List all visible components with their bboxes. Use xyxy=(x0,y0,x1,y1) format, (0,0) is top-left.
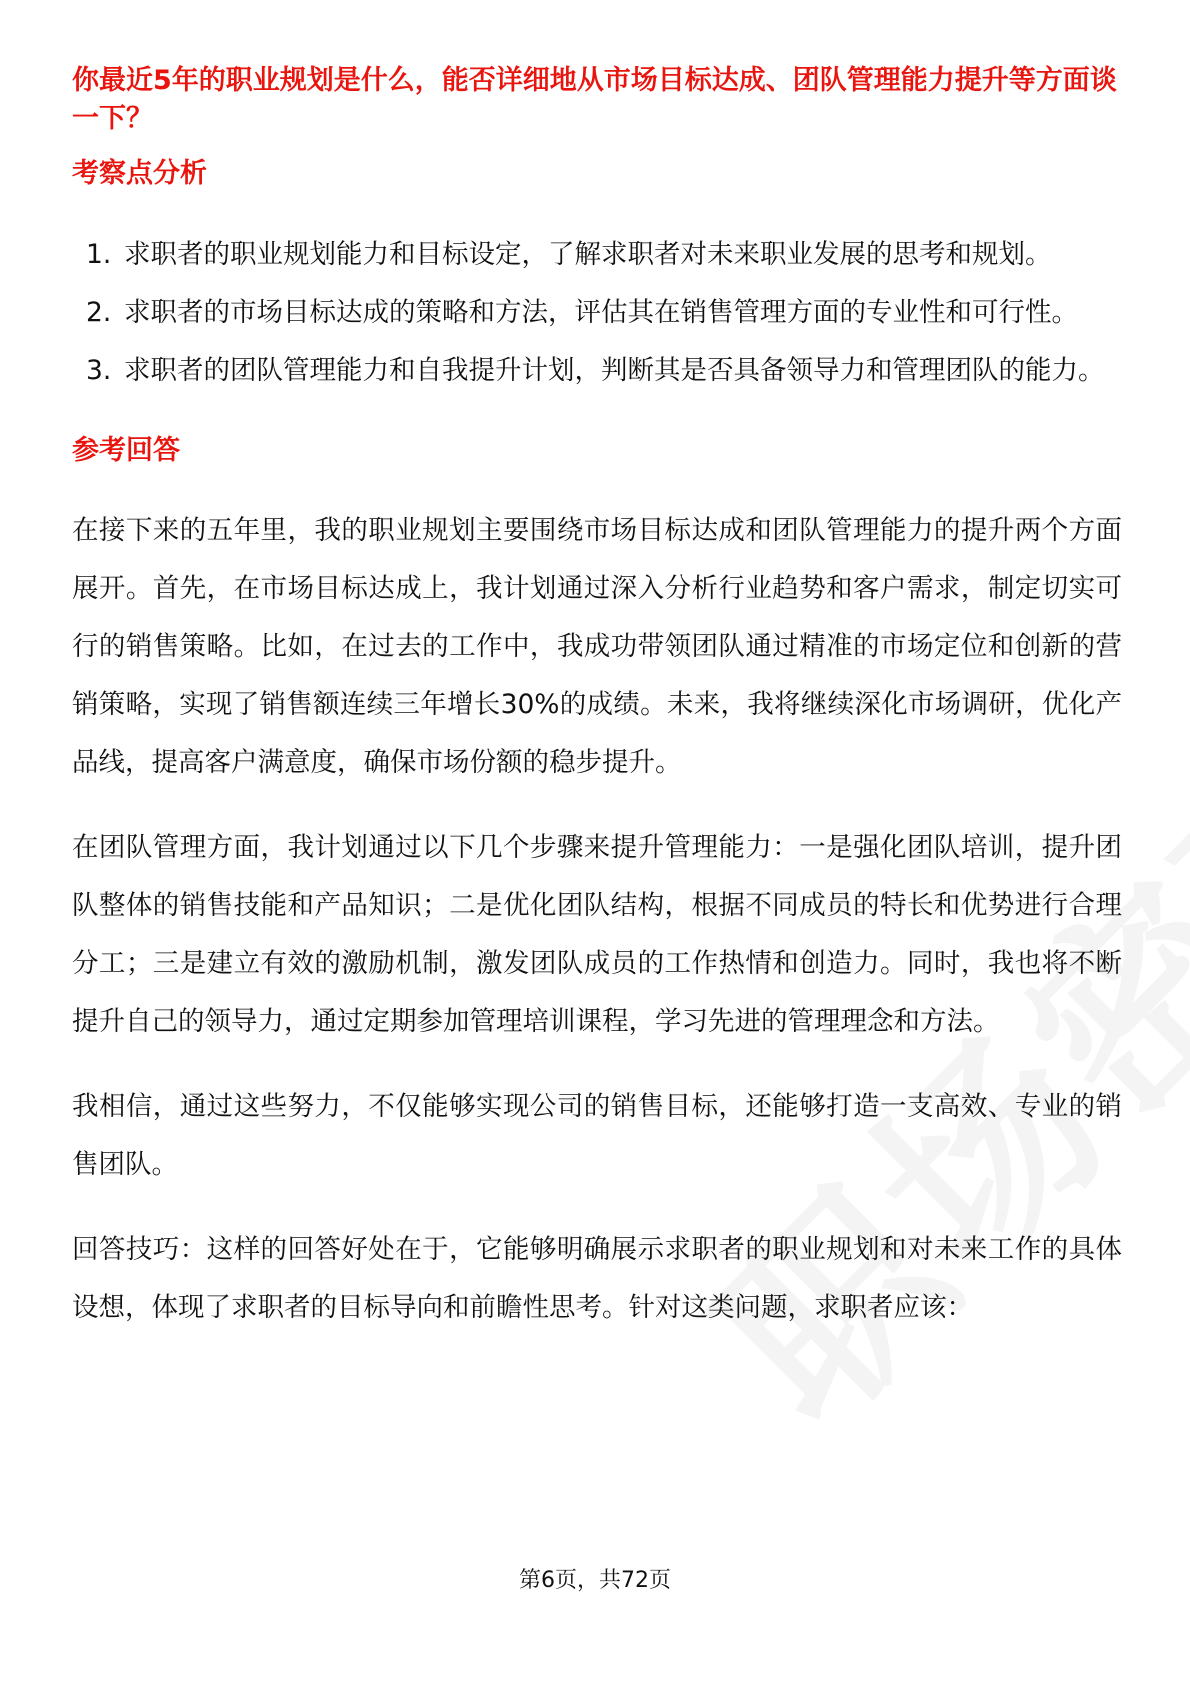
answer-section-title: 参考回答 xyxy=(72,435,180,466)
analysis-point-text: 求职者的职业规划能力和目标设定，了解求职者对未来职业发展的思考和规划。 xyxy=(124,239,1052,270)
analysis-point-number: 1. xyxy=(86,239,112,270)
analysis-point-text: 求职者的团队管理能力和自我提升计划，判断其是否具备领导力和管理团队的能力。 xyxy=(124,355,1105,386)
analysis-point-number: 2. xyxy=(86,297,112,328)
question-heading: 你最近5年的职业规划是什么，能否详细地从市场目标达成、团队管理能力提升等方面谈一下？ xyxy=(72,65,1117,134)
analysis-point xyxy=(72,284,1122,342)
analysis-point xyxy=(72,226,1122,284)
answer-paragraph: 在接下来的五年里，我的职业规划主要围绕市场目标达成和团队管理能力的提升两个方面展开。首先，在市场目标达成上，我计划通过深入分析行业趋势和客户需求，制定切实可行的销售策略。比如，在过去的工作中，我成功带领团队通过精准的市场定位和创新的营销策略，实现了销售额连续三年增长30%的成绩。未来，我将继续深化市场调研，优化产品线，提高客户满意度，确保市场份额的稳步提升。 xyxy=(72,515,1122,778)
answer-paragraph: 我相信，通过这些努力，不仅能够实现公司的销售目标，还能够打造一支高效、专业的销售团队。 xyxy=(72,1091,1122,1180)
analysis-point xyxy=(72,342,1122,400)
content-area xyxy=(72,62,1122,1337)
answer-paragraph: 在团队管理方面，我计划通过以下几个步骤来提升管理能力：一是强化团队培训，提升团队整体的销售技能和产品知识；二是优化团队结构，根据不同成员的特长和优势进行合理分工；三是建立有效的激励机制，激发团队成员的工作热情和创造力。同时，我也将不断提升自己的领导力，通过定期参加管理培训课程，学习先进的管理理念和方法。 xyxy=(72,832,1122,1037)
analysis-points-list xyxy=(72,226,1122,400)
page-footer: 第6页，共72页 xyxy=(519,1568,671,1593)
analysis-point-number: 3. xyxy=(86,355,112,386)
analysis-section-title: 考察点分析 xyxy=(72,158,207,189)
analysis-point-text: 求职者的市场目标达成的策略和方法，评估其在销售管理方面的专业性和可行性。 xyxy=(124,297,1078,328)
answer-tip-paragraph: 回答技巧：这样的回答好处在于，它能够明确展示求职者的职业规划和对未来工作的具体设想，体现了求职者的目标导向和前瞻性思考。针对这类问题，求职者应该： xyxy=(72,1234,1122,1323)
